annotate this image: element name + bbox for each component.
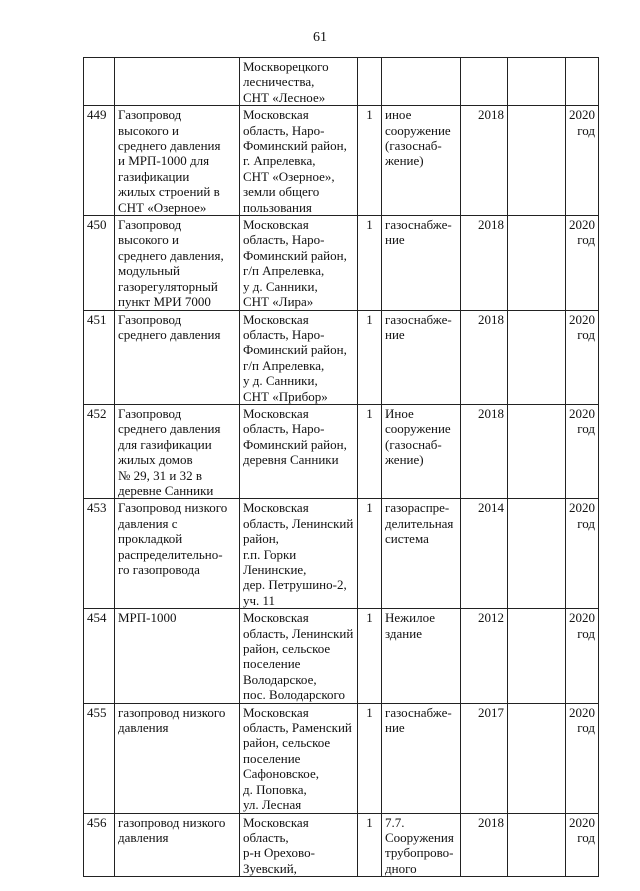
cell-object-name-line: Газопровод <box>118 405 182 421</box>
cell-address-line: поселение <box>243 656 301 672</box>
cell-address <box>240 703 358 813</box>
cell-object-name <box>115 58 240 106</box>
cell-extra <box>508 813 566 877</box>
cell-address-line: область, Наро- <box>243 421 325 437</box>
cell-address-line: область, Наро- <box>243 326 325 342</box>
cell-object-name-line: давления <box>118 829 169 845</box>
cell-address-line: Фоминский район, <box>243 436 347 452</box>
cell-address-line: область, Раменский <box>243 720 352 736</box>
cell-deadline-line: год <box>577 232 595 248</box>
cell-object-name-line: Газопровод <box>118 311 182 327</box>
cell-purpose-line: жение) <box>385 452 424 468</box>
cell-address-line: лесничества, <box>243 74 315 90</box>
cell-address <box>240 216 358 310</box>
cell-address-line: СНТ «Лира» <box>243 294 314 310</box>
cell-purpose <box>382 58 461 106</box>
cell-deadline-line: год <box>577 326 595 342</box>
cell-object-name-line: Газопровод <box>118 107 182 123</box>
cell-address <box>240 813 358 877</box>
cell-quantity: 1 <box>358 216 382 310</box>
cell-year: 2012 <box>461 609 508 703</box>
cell-address-line: г/п Апрелевка, <box>243 263 325 279</box>
cell-address-line: поселение <box>243 750 301 766</box>
table-row <box>84 216 599 310</box>
cell-number: 450 <box>84 216 115 310</box>
cell-address-line: Московская <box>243 500 309 516</box>
cell-purpose <box>382 216 461 310</box>
cell-object-name <box>115 609 240 703</box>
cell-object-name-line: СНТ «Озерное» <box>118 199 207 215</box>
cell-purpose-line: (газоснаб- <box>385 436 442 452</box>
cell-quantity: 1 <box>358 310 382 404</box>
cell-number: 452 <box>84 404 115 498</box>
cell-purpose-line: ние <box>385 326 405 342</box>
cell-address-line: деревня Санники <box>243 452 339 468</box>
cell-extra <box>508 609 566 703</box>
cell-address <box>240 310 358 404</box>
cell-deadline <box>566 813 599 877</box>
cell-number: 454 <box>84 609 115 703</box>
cell-deadline-line: 2020 <box>569 311 595 327</box>
cell-deadline <box>566 703 599 813</box>
cell-purpose-line: Сооружения <box>385 829 454 845</box>
cell-quantity: 1 <box>358 404 382 498</box>
table-row <box>84 106 599 216</box>
cell-object-name-line: среднего давления <box>118 326 221 342</box>
cell-address <box>240 404 358 498</box>
cell-number: 449 <box>84 106 115 216</box>
cell-object-name-line: МРП-1000 <box>118 610 177 626</box>
cell-deadline <box>566 216 599 310</box>
cell-purpose-line: система <box>385 531 429 547</box>
cell-purpose-line: Нежилое <box>385 610 436 626</box>
cell-object-name-line: модульный <box>118 263 180 279</box>
cell-extra <box>508 58 566 106</box>
cell-address-line: Фоминский район, <box>243 342 347 358</box>
cell-number <box>84 58 115 106</box>
table-row <box>84 703 599 813</box>
cell-purpose-line: ние <box>385 232 405 248</box>
table-row <box>84 310 599 404</box>
cell-purpose-line: дного <box>385 860 417 876</box>
cell-address-line: Московская <box>243 217 309 233</box>
cell-deadline-line: 2020 <box>569 704 595 720</box>
cell-address-line: г. Апрелевка, <box>243 153 316 169</box>
cell-object-name-line: среднего давления, <box>118 247 224 263</box>
cell-address-line: СНТ «Озерное», <box>243 168 335 184</box>
cell-address <box>240 499 358 609</box>
cell-purpose-line: 7.7. <box>385 814 405 830</box>
cell-purpose-line: делительная <box>385 515 454 531</box>
objects-table <box>83 57 599 877</box>
cell-object-name <box>115 813 240 877</box>
cell-deadline-line: 2020 <box>569 814 595 830</box>
cell-quantity: 1 <box>358 499 382 609</box>
cell-deadline-line: год <box>577 720 595 736</box>
cell-address <box>240 609 358 703</box>
cell-address-line: Фоминский район, <box>243 138 347 154</box>
cell-object-name-line: высокого и <box>118 232 180 248</box>
cell-year: 2018 <box>461 216 508 310</box>
cell-extra <box>508 310 566 404</box>
cell-purpose <box>382 106 461 216</box>
cell-address-line: Фоминский район, <box>243 247 347 263</box>
cell-deadline-line: 2020 <box>569 610 595 626</box>
cell-address-line: земли общего <box>243 184 320 200</box>
cell-address-line: Московская <box>243 107 309 123</box>
cell-purpose-line: сооружение <box>385 122 451 138</box>
cell-address <box>240 106 358 216</box>
cell-year: 2018 <box>461 404 508 498</box>
cell-quantity <box>358 58 382 106</box>
cell-address-line: область, Наро- <box>243 122 325 138</box>
cell-purpose-line: жение) <box>385 153 424 169</box>
cell-object-name-line: жилых домов <box>118 452 193 468</box>
cell-object-name <box>115 310 240 404</box>
cell-address-line: СНТ «Прибор» <box>243 388 328 404</box>
cell-extra <box>508 703 566 813</box>
table-row <box>84 499 599 609</box>
cell-object-name <box>115 703 240 813</box>
cell-object-name-line: № 29, 31 и 32 в <box>118 467 202 483</box>
cell-address-line: Зуевский, <box>243 860 297 876</box>
cell-year <box>461 58 508 106</box>
cell-address-line: пользования <box>243 199 312 215</box>
cell-object-name-line: газопровод низкого <box>118 704 226 720</box>
cell-purpose-line: газоснабже- <box>385 217 452 233</box>
cell-number: 456 <box>84 813 115 877</box>
cell-deadline-line: год <box>577 625 595 641</box>
cell-address-line: Ленинские, <box>243 562 307 577</box>
table-row <box>84 609 599 703</box>
cell-address-line: область, <box>243 829 289 845</box>
cell-object-name-line: давления <box>118 720 169 736</box>
cell-object-name-line: жилых строений в <box>118 184 220 200</box>
cell-object-name <box>115 499 240 609</box>
cell-object-name-line: прокладкой <box>118 531 183 547</box>
cell-quantity: 1 <box>358 106 382 216</box>
cell-deadline <box>566 106 599 216</box>
table-row <box>84 404 599 498</box>
cell-deadline-line: 2020 <box>569 217 595 233</box>
cell-deadline-line: год <box>577 421 595 437</box>
cell-deadline <box>566 404 599 498</box>
cell-object-name-line: газификации <box>118 168 190 184</box>
cell-extra <box>508 499 566 609</box>
cell-number: 451 <box>84 310 115 404</box>
cell-year: 2018 <box>461 813 508 877</box>
cell-address-line: ул. Лесная <box>243 797 302 813</box>
cell-purpose-line: иное <box>385 107 412 123</box>
cell-extra <box>508 404 566 498</box>
table-row <box>84 58 599 106</box>
cell-purpose-line: газораспре- <box>385 500 450 516</box>
cell-object-name <box>115 106 240 216</box>
cell-purpose <box>382 499 461 609</box>
cell-address-line: район, <box>243 531 279 547</box>
cell-year: 2017 <box>461 703 508 813</box>
cell-address-line: СНТ «Лесное» <box>243 89 326 105</box>
cell-address-line: Московская <box>243 814 309 830</box>
cell-address-line: район, сельское <box>243 641 331 657</box>
cell-purpose-line: сооружение <box>385 421 451 437</box>
cell-purpose-line: газоснабже- <box>385 311 452 327</box>
cell-year: 2018 <box>461 310 508 404</box>
cell-object-name-line: и МРП-1000 для <box>118 153 210 169</box>
cell-object-name-line: высокого и <box>118 122 180 138</box>
cell-object-name-line: го газопровода <box>118 562 200 577</box>
cell-purpose-line: Иное <box>385 405 414 421</box>
cell-address-line: г/п Апрелевка, <box>243 357 325 373</box>
table-row <box>84 813 599 877</box>
cell-address-line: у д. Санники, <box>243 373 318 389</box>
cell-deadline-line: 2020 <box>569 405 595 421</box>
cell-quantity: 1 <box>358 703 382 813</box>
cell-address-line: Московская <box>243 610 309 626</box>
cell-address <box>240 58 358 106</box>
cell-purpose <box>382 813 461 877</box>
cell-address-line: район, сельское <box>243 735 331 751</box>
cell-object-name-line: давления с <box>118 515 178 531</box>
cell-year: 2018 <box>461 106 508 216</box>
cell-deadline <box>566 58 599 106</box>
cell-object-name <box>115 404 240 498</box>
cell-object-name-line: для газификации <box>118 436 212 452</box>
cell-address-line: Москворецкого <box>243 59 329 74</box>
cell-address-line: Володарское, <box>243 671 317 687</box>
cell-address-line: Московская <box>243 311 309 327</box>
cell-address-line: дер. Петрушино-2, <box>243 577 347 593</box>
cell-quantity: 1 <box>358 813 382 877</box>
cell-deadline-line: год <box>577 515 595 531</box>
cell-address-line: область, Ленинский <box>243 515 354 531</box>
cell-purpose <box>382 310 461 404</box>
cell-object-name-line: деревне Санники <box>118 482 214 498</box>
cell-extra <box>508 106 566 216</box>
cell-purpose-line: трубопрово- <box>385 845 454 861</box>
cell-deadline-line: год <box>577 829 595 845</box>
cell-address-line: д. Поповка, <box>243 781 307 797</box>
cell-deadline-line: 2020 <box>569 500 595 516</box>
cell-deadline-line: год <box>577 122 595 138</box>
cell-year: 2014 <box>461 499 508 609</box>
cell-address-line: Сафоновское, <box>243 766 319 782</box>
cell-number: 455 <box>84 703 115 813</box>
cell-object-name-line: пункт МРИ 7000 <box>118 294 211 310</box>
cell-address-line: область, Наро- <box>243 232 325 248</box>
cell-object-name-line: газопровод низкого <box>118 814 226 830</box>
cell-address-line: уч. 11 <box>243 592 276 608</box>
cell-purpose-line: (газоснаб- <box>385 138 442 154</box>
cell-address-line: область, Ленинский <box>243 625 354 641</box>
cell-address-line: у д. Санники, <box>243 278 318 294</box>
page-number: 61 <box>313 30 327 45</box>
cell-object-name-line: Газопровод <box>118 217 182 233</box>
cell-object-name-line: газорегуляторный <box>118 278 218 294</box>
cell-address-line: пос. Володарского <box>243 687 345 703</box>
cell-address-line: Московская <box>243 405 309 421</box>
cell-purpose-line: здание <box>385 625 422 641</box>
cell-object-name-line: распределительно- <box>118 546 223 562</box>
cell-object-name <box>115 216 240 310</box>
cell-extra <box>508 216 566 310</box>
cell-deadline <box>566 310 599 404</box>
cell-purpose <box>382 703 461 813</box>
cell-object-name-line: Газопровод низкого <box>118 500 228 516</box>
cell-purpose-line: ние <box>385 720 405 736</box>
cell-purpose <box>382 609 461 703</box>
cell-object-name-line: среднего давления <box>118 421 221 437</box>
cell-deadline <box>566 609 599 703</box>
cell-purpose <box>382 404 461 498</box>
cell-deadline <box>566 499 599 609</box>
cell-purpose-line: газоснабже- <box>385 704 452 720</box>
cell-address-line: Московская <box>243 704 309 720</box>
cell-address-line: р-н Орехово- <box>243 845 315 861</box>
cell-quantity: 1 <box>358 609 382 703</box>
cell-address-line: г.п. Горки <box>243 546 297 562</box>
cell-number: 453 <box>84 499 115 609</box>
cell-deadline-line: 2020 <box>569 107 595 123</box>
cell-object-name-line: среднего давления <box>118 138 221 154</box>
